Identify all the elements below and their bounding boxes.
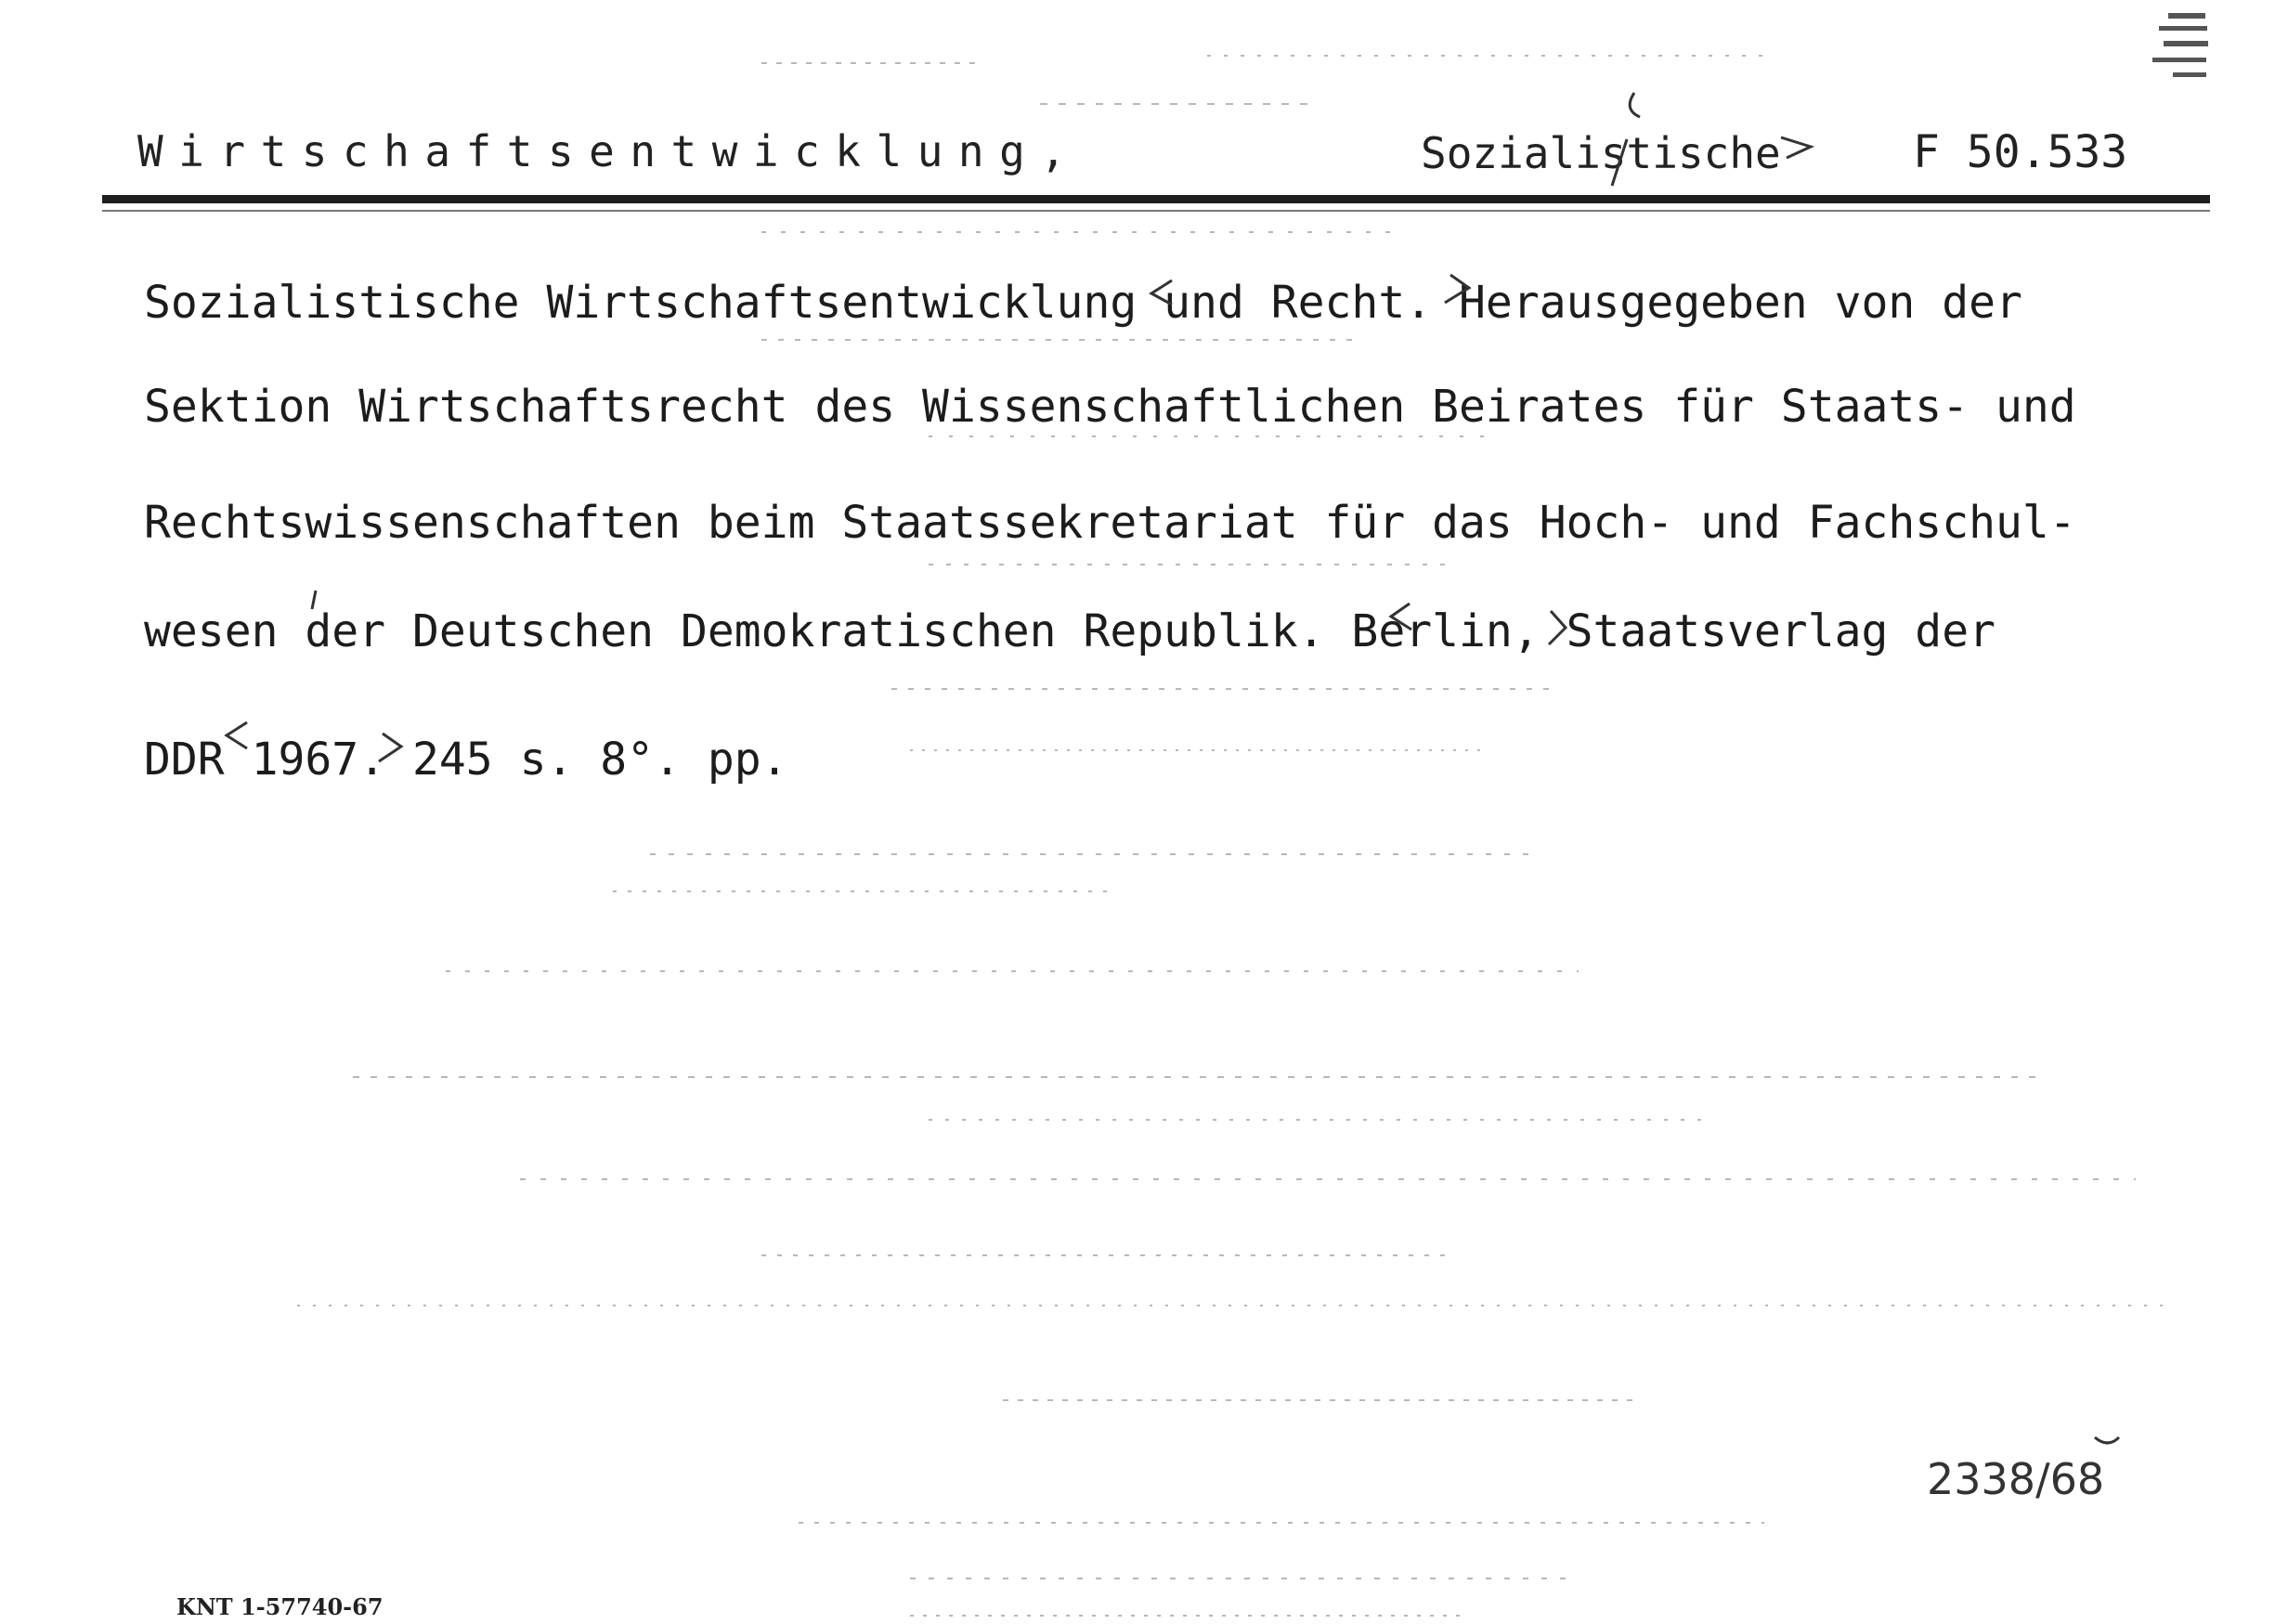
shelfmark: F 50.533	[1913, 126, 2128, 178]
entry-line-1: Sozialistische Wirtschaftsentwicklung und Recht. Herausgegeben von der	[144, 277, 2022, 329]
entry-line-4: wesen der Deutschen Demokratischen Republik. Berlin, Staatsverlag der	[144, 605, 1996, 657]
card-heading: Wirtschaftsentwicklung,	[137, 126, 1082, 176]
heading-rule	[102, 195, 2210, 203]
entry-line-2: Sektion Wirtschaftsrecht des Wissenschaftlichen Beirates für Staats- und	[144, 381, 2076, 433]
entry-line-5: DDR 1967. 245 s. 8°. pp.	[144, 734, 788, 786]
accession-number: 2338/68	[1927, 1454, 2105, 1504]
entry-line-3: Rechtswissenschaften beim Staatssekretariat für das Hoch- und Fachschul-	[144, 497, 2076, 549]
heading-rule-thin	[102, 210, 2210, 212]
form-number: KNT 1-57740-67	[176, 1593, 384, 1620]
card-heading-suffix: Sozialistische	[1421, 128, 1781, 178]
